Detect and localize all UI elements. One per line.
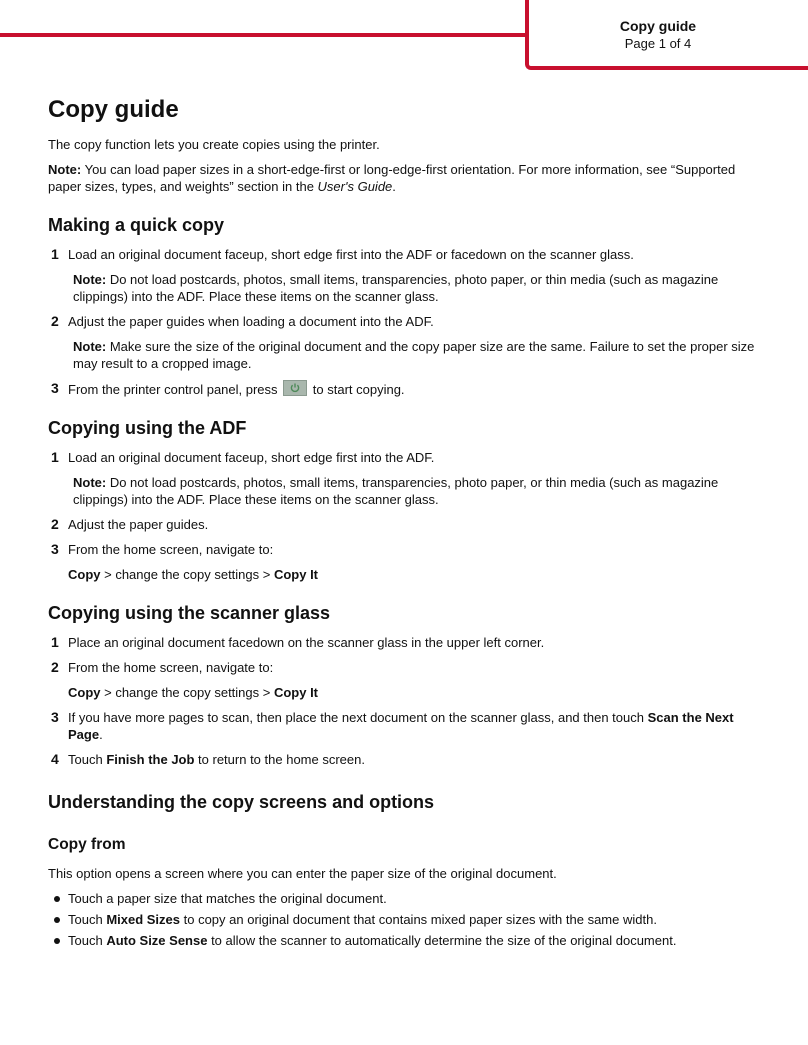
navigation-path — [48, 684, 766, 701]
note-label: Note: — [48, 162, 82, 177]
note-text: You can load paper sizes in a short-edge-first or long-edge-first orientation. For more information, see “Supported paper sizes, types, and weights” section in the — [48, 162, 736, 194]
section-heading-quick-copy: Making a quick copy — [48, 215, 225, 235]
step-item — [48, 380, 766, 398]
finish-job-label: Finish the Job — [106, 752, 195, 767]
header-title: Copy guide — [619, 18, 697, 34]
bullet-pre: Touch — [68, 933, 107, 948]
header-page-number: Page 1 of 4 — [624, 36, 692, 51]
step-number: 3 — [51, 541, 59, 557]
step-text: Adjust the paper guides when loading a document into the ADF. — [68, 314, 434, 329]
step-number: 4 — [51, 751, 59, 767]
bullet-text: to copy an original document that contains mixed paper sizes with the same width. — [180, 912, 657, 927]
section-heading-scanner-glass: Copying using the scanner glass — [48, 603, 331, 623]
step-item — [48, 659, 766, 676]
step-number: 2 — [51, 516, 59, 532]
step-text-pre: Touch — [68, 752, 107, 767]
step-item — [48, 246, 766, 263]
section-heading-copy-screens: Understanding the copy screens and options — [48, 792, 435, 812]
mixed-sizes-label: Mixed Sizes — [106, 912, 181, 927]
step-note — [48, 474, 766, 508]
step-item — [48, 449, 766, 466]
bullet-icon — [54, 938, 60, 944]
section-heading-adf: Copying using the ADF — [48, 418, 247, 438]
step-text: From the home screen, navigate to: — [68, 660, 274, 675]
page-title: Copy guide — [48, 96, 179, 123]
note-label: Note: — [73, 272, 107, 287]
path-copy-it: Copy It — [273, 567, 319, 582]
path-copy: Copy — [68, 685, 101, 700]
step-text: Adjust the paper guides. — [68, 517, 209, 532]
intro-text: The copy function lets you create copies using the printer. — [48, 137, 380, 152]
document-body — [48, 94, 766, 953]
header-red-rule — [0, 33, 528, 37]
copy-from-description: This option opens a screen where you can enter the paper size of the original document. — [48, 866, 557, 881]
step-number: 3 — [51, 380, 59, 396]
start-button-icon — [283, 380, 307, 396]
path-middle: > change the copy settings > — [100, 567, 274, 582]
auto-size-sense-label: Auto Size Sense — [106, 933, 208, 948]
step-item — [48, 516, 766, 533]
note-text: Do not load postcards, photos, small items, transparencies, photo paper, or thin media (such as magazine clippings) into the ADF. Place these items on the scanner glass. — [73, 272, 719, 304]
step-note — [48, 271, 766, 305]
step-text: Place an original document facedown on the scanner glass in the upper left corner. — [68, 635, 545, 650]
list-item — [48, 911, 766, 928]
note-text: Make sure the size of the original document and the copy paper size are the same. Failure to set the proper size may result to a cropped image. — [73, 339, 755, 371]
note-label: Note: — [73, 339, 107, 354]
page-header — [540, 17, 776, 53]
step-item — [48, 313, 766, 330]
step-text: From the home screen, navigate to: — [68, 542, 274, 557]
bullet-icon — [54, 896, 60, 902]
bullet-icon — [54, 917, 60, 923]
step-number: 3 — [51, 709, 59, 725]
step-text-end: to start copying. — [309, 382, 405, 397]
path-middle: > change the copy settings > — [100, 685, 274, 700]
step-note — [48, 338, 766, 372]
intro-note — [48, 161, 766, 195]
path-copy: Copy — [68, 567, 101, 582]
step-number: 1 — [51, 634, 59, 650]
navigation-path — [48, 566, 766, 583]
note-text: Do not load postcards, photos, small items, transparencies, photo paper, or thin media (such as magazine clippings) into the ADF. Place these items on the scanner glass. — [73, 475, 719, 507]
step-item — [48, 541, 766, 558]
users-guide-ref: User's Guide — [317, 179, 393, 194]
list-item — [48, 932, 766, 949]
path-copy-it: Copy It — [273, 685, 319, 700]
scan-next-page-label: Scan the Next Page — [68, 710, 734, 742]
step-number: 2 — [51, 659, 59, 675]
bullet-pre: Touch — [68, 912, 107, 927]
bullet-text: Touch a paper size that matches the original document. — [68, 891, 387, 906]
note-text-end: . — [392, 179, 396, 194]
step-text: to return to the home screen. — [194, 752, 365, 767]
step-text: Load an original document faceup, short edge first into the ADF or facedown on the scanner glass. — [68, 247, 634, 262]
step-number: 1 — [51, 246, 59, 262]
step-item — [48, 751, 766, 768]
step-text-end: . — [99, 727, 103, 742]
step-text: If you have more pages to scan, then place the next document on the scanner glass, and then touch — [68, 710, 648, 725]
step-number: 1 — [51, 449, 59, 465]
step-text: From the printer control panel, press — [68, 382, 282, 397]
note-label: Note: — [73, 475, 107, 490]
list-item — [48, 890, 766, 907]
step-number: 2 — [51, 313, 59, 329]
step-text: Load an original document faceup, short edge first into the ADF. — [68, 450, 435, 465]
subheading-copy-from: Copy from — [48, 836, 126, 853]
bullet-text: to allow the scanner to automatically determine the size of the original document. — [207, 933, 677, 948]
step-item — [48, 709, 766, 743]
step-item — [48, 634, 766, 651]
